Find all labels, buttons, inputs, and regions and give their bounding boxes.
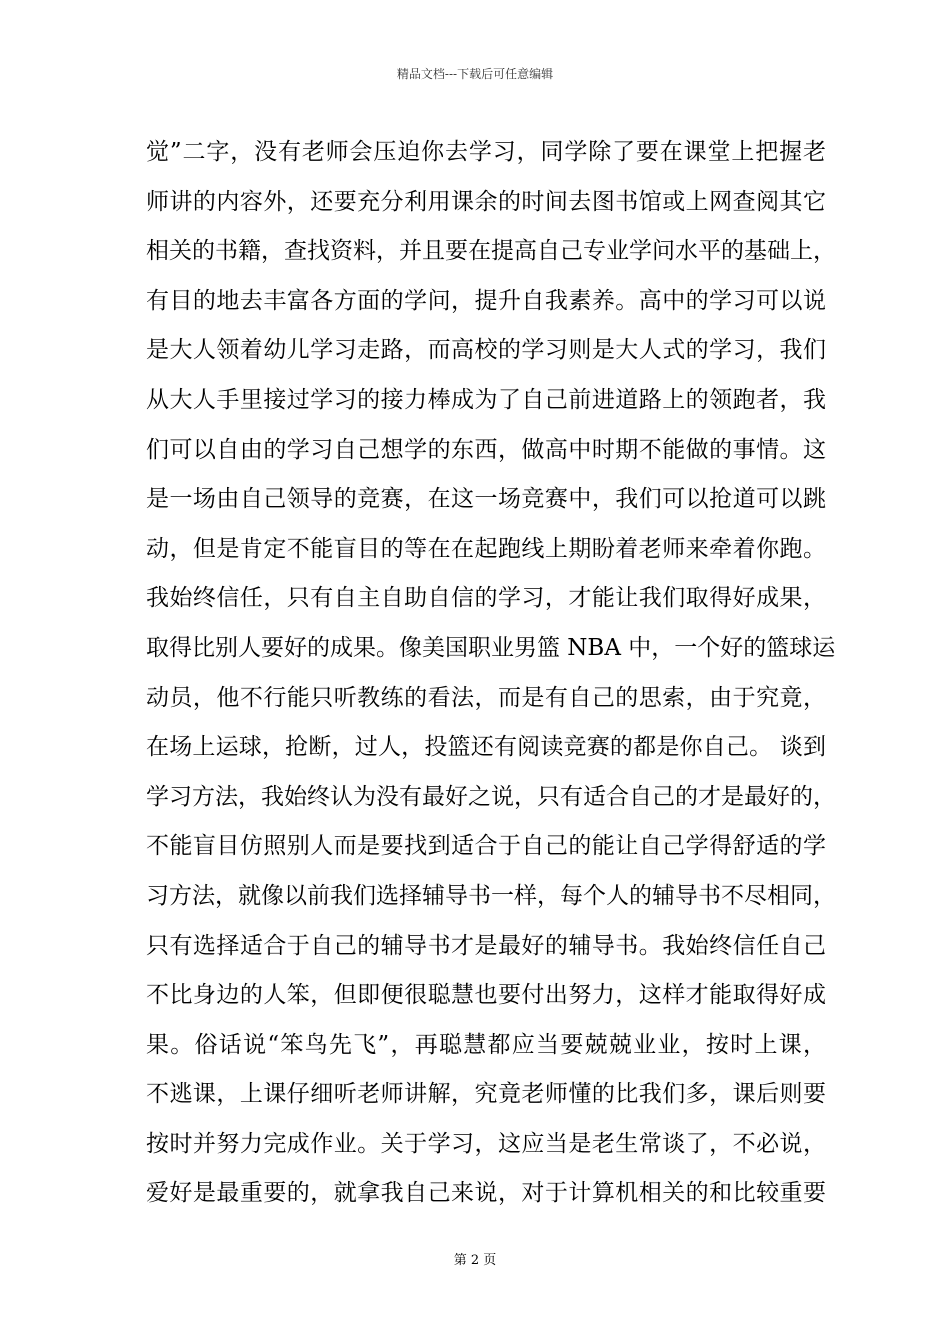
body-line: 是一场由自己领导的竞赛，在这一场竞赛中，我们可以抢道可以跳 bbox=[146, 486, 826, 513]
body-line: 按时并努力完成作业。关于学习，这应当是老生常谈了，不必说， bbox=[146, 1130, 826, 1157]
body-line: 有目的地去丰富各方面的学问，提升自我素养。高中的学习可以说 bbox=[146, 287, 826, 314]
body-line: 果。俗话说“笨鸟先飞”，再聪慧都应当要兢兢业业，按时上课， bbox=[146, 1031, 826, 1058]
body-line: 不比身边的人笨，但即便很聪慧也要付出努力，这样才能取得好成 bbox=[146, 982, 826, 1009]
body-line: 师讲的内容外，还要充分利用课余的时间去图书馆或上网查阅其它 bbox=[146, 188, 826, 215]
body-line: 动，但是肯定不能盲目的等在在起跑线上期盼着老师来牵着你跑。 bbox=[146, 535, 826, 562]
body-line: 觉”二字，没有老师会压迫你去学习，同学除了要在课堂上把握老 bbox=[146, 139, 826, 165]
body-line: 只有选择适合于自己的辅导书才是最好的辅导书。我始终信任自己 bbox=[146, 932, 826, 959]
body-line: 从大人手里接过学习的接力棒成为了自己前进道路上的领跑者，我 bbox=[146, 386, 826, 413]
body-line: 动员，他不行能只听教练的看法，而是有自己的思索，由于究竟， bbox=[146, 684, 826, 711]
page-number: 第 2 页 bbox=[453, 1253, 497, 1268]
body-line: 习方法，就像以前我们选择辅导书一样，每个人的辅导书不尽相同， bbox=[146, 882, 836, 909]
body-line: 是大人领着幼儿学习走路，而高校的学习则是大人式的学习，我们 bbox=[146, 337, 826, 364]
document-body bbox=[146, 128, 836, 1219]
body-line: 在场上运球，抢断，过人，投篮还有阅读竞赛的都是你自己。 谈到 bbox=[146, 734, 826, 761]
page-header: 精品文档---下载后可任意编辑 bbox=[396, 67, 554, 81]
body-line: 相关的书籍，查找资料，并且要在提高自己专业学问水平的基础上， bbox=[146, 238, 836, 265]
body-line: 不能盲目仿照别人而是要找到适合于自己的能让自己学得舒适的学 bbox=[146, 833, 826, 860]
body-line: 不逃课，上课仔细听老师讲解，究竟老师懂的比我们多，课后则要 bbox=[146, 1081, 826, 1108]
body-line: 爱好是最重要的，就拿我自己来说，对于计算机相关的和比较重要 bbox=[146, 1180, 826, 1207]
body-line: 我始终信任，只有自主自助自信的学习，才能让我们取得好成果， bbox=[146, 585, 826, 612]
body-line: 学习方法，我始终认为没有最好之说，只有适合自己的才是最好的， bbox=[146, 783, 836, 810]
body-line: 取得比别人要好的成果。像美国职业男篮 NBA 中，一个好的篮球运 bbox=[146, 634, 836, 661]
body-line: 们可以自由的学习自己想学的东西，做高中时期不能做的事情。这 bbox=[146, 436, 826, 463]
